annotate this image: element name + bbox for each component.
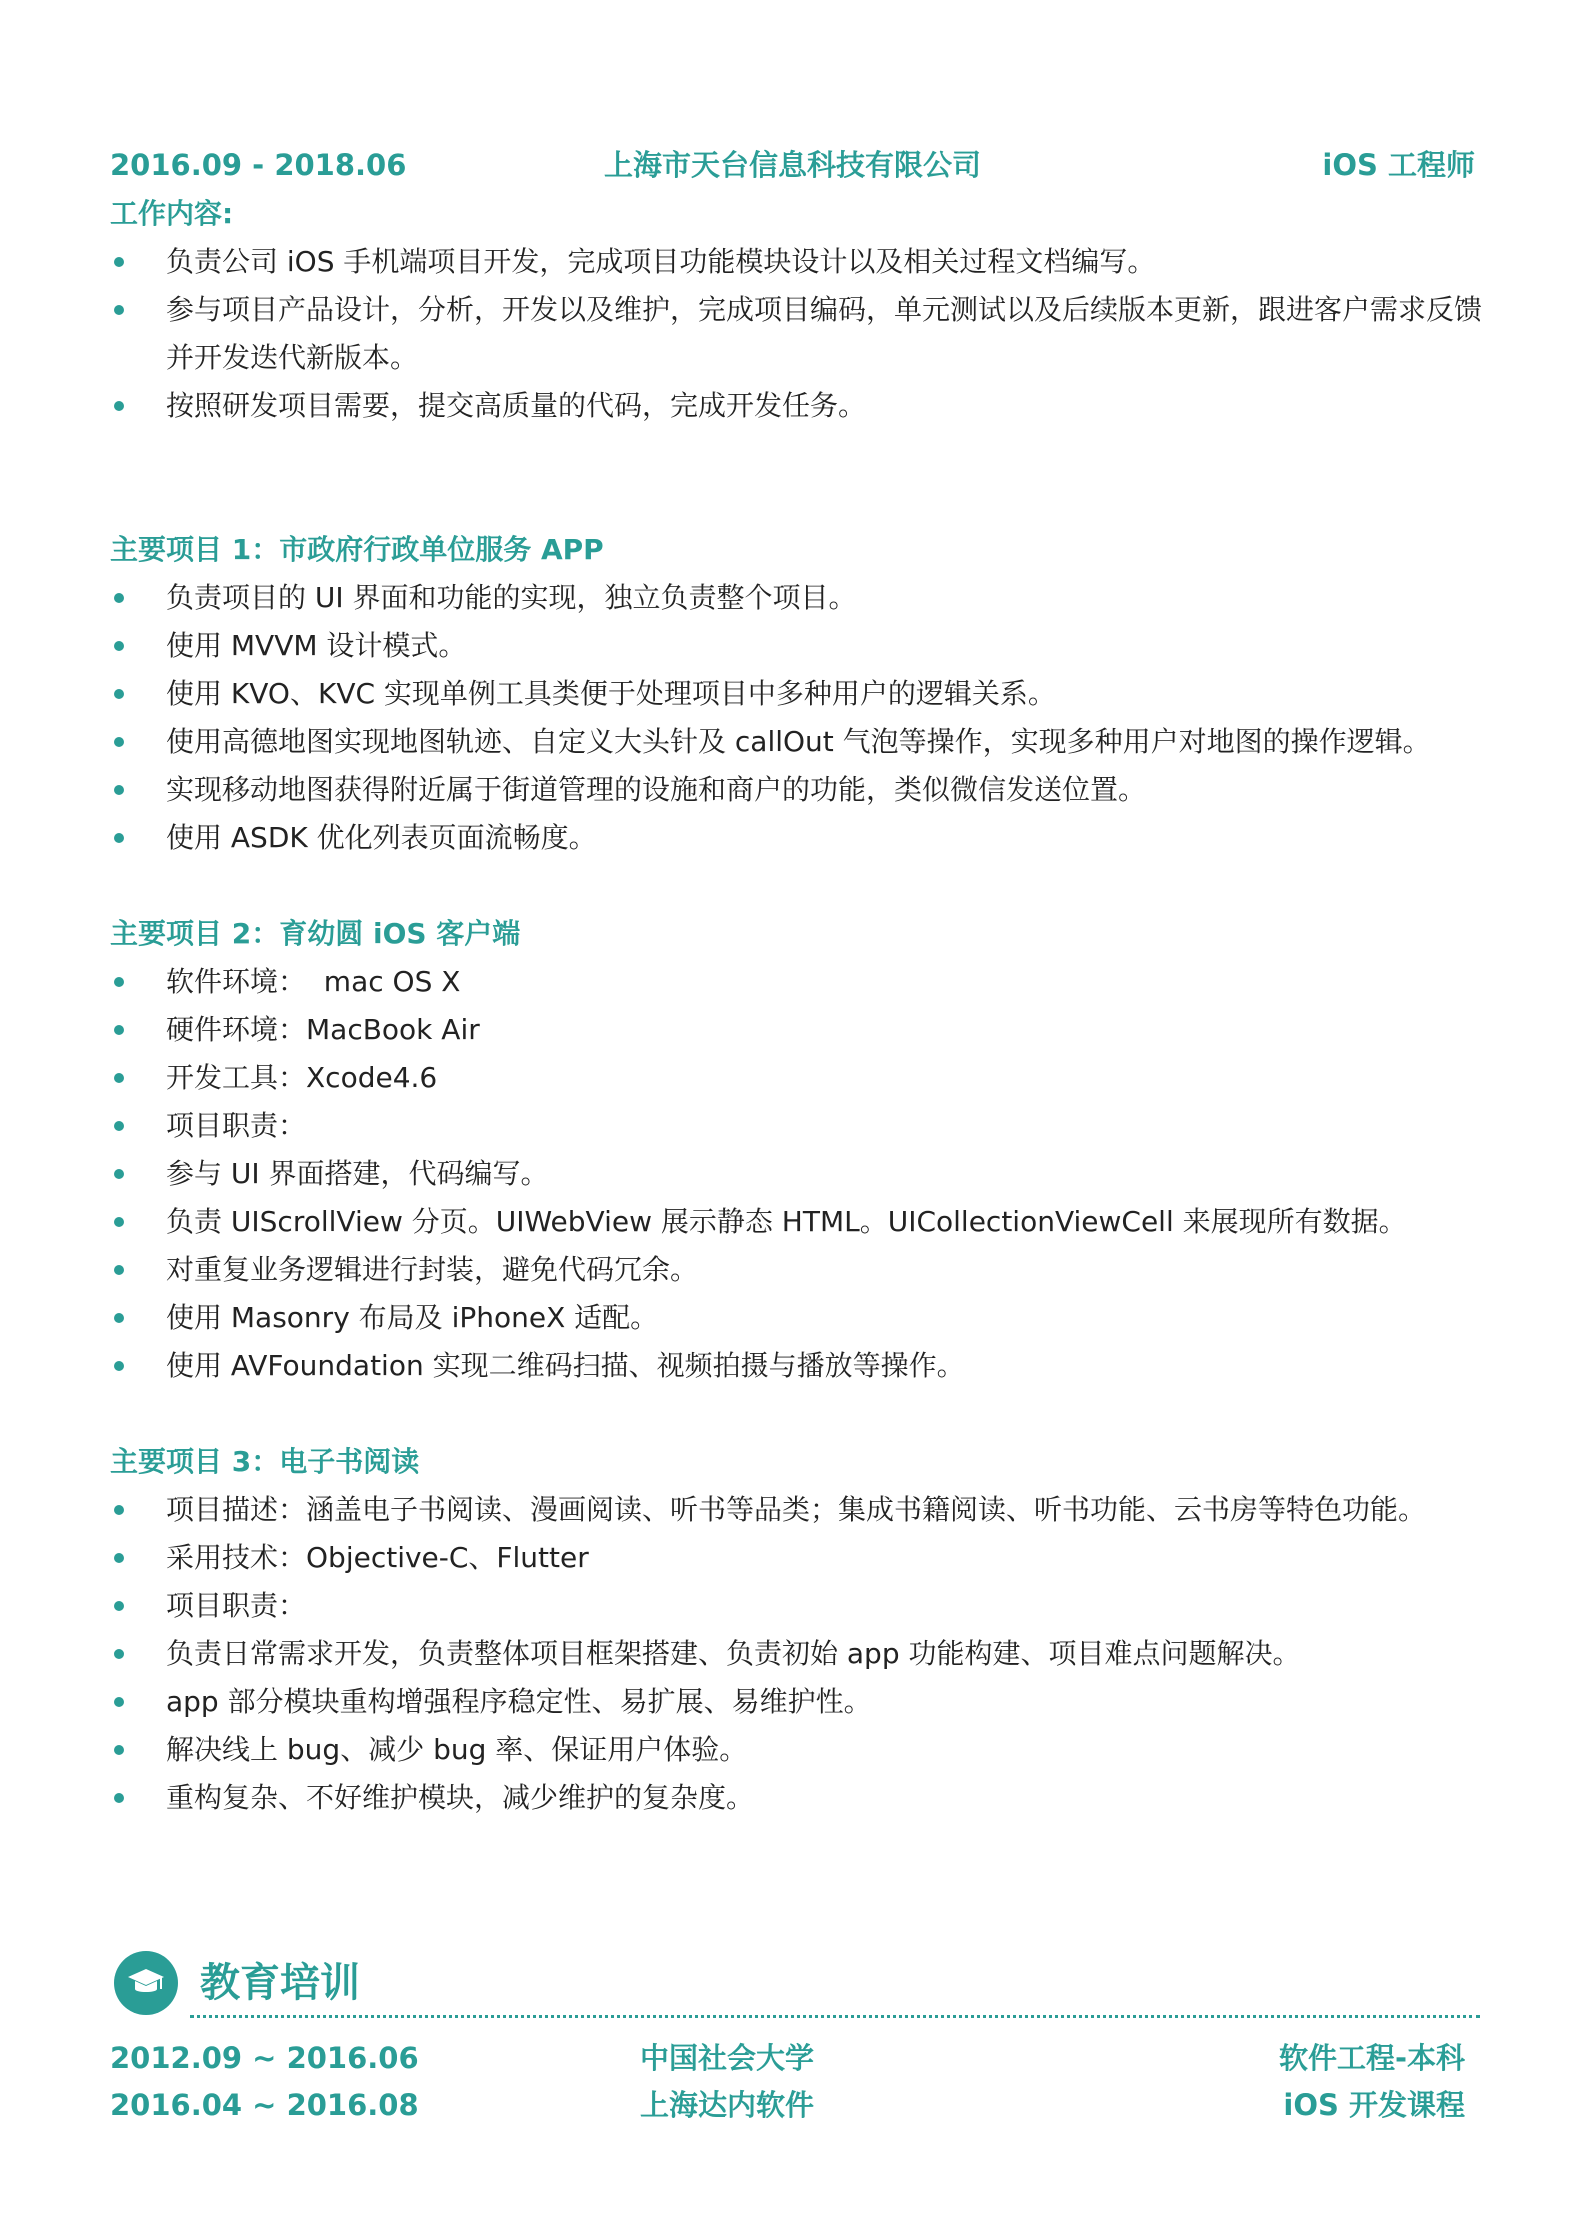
list-item: 开发工具：Xcode4.6 — [110, 1054, 1490, 1102]
list-item: 负责公司 iOS 手机端项目开发，完成项目功能模块设计以及相关过程文档编写。 — [110, 238, 1490, 286]
education-major: iOS 开发课程 — [1283, 2088, 1465, 2122]
list-item: 实现移动地图获得附近属于街道管理的设施和商户的功能，类似微信发送位置。 — [110, 766, 1490, 814]
job-role: iOS 工程师 — [1322, 148, 1475, 182]
bullet-icon — [114, 1505, 124, 1515]
list-item: 按照研发项目需要，提交高质量的代码，完成开发任务。 — [110, 382, 1490, 430]
duties-list — [110, 238, 1490, 430]
job-header — [110, 140, 1475, 190]
bullet-icon — [114, 1217, 124, 1227]
graduation-cap-icon — [114, 1951, 178, 2015]
project-3-list — [110, 1486, 1490, 1822]
bullet-icon — [114, 1697, 124, 1707]
project-1-list — [110, 574, 1490, 862]
section-divider — [190, 2015, 1480, 2018]
list-item: 采用技术：Objective-C、Flutter — [110, 1534, 1490, 1582]
bullet-icon — [114, 1601, 124, 1611]
bullet-icon — [114, 1553, 124, 1563]
bullet-icon — [114, 737, 124, 747]
bullet-icon — [114, 1265, 124, 1275]
education-date: 2012.09 ~ 2016.06 — [110, 2041, 419, 2075]
bullet-icon — [114, 1361, 124, 1371]
list-item: 使用 KVO、KVC 实现单例工具类便于处理项目中多种用户的逻辑关系。 — [110, 670, 1490, 718]
list-item: 使用高德地图实现地图轨迹、自定义大头针及 callOut 气泡等操作，实现多种用户对地图的操作逻辑。 — [110, 718, 1490, 766]
bullet-icon — [114, 1313, 124, 1323]
list-item: 项目描述：涵盖电子书阅读、漫画阅读、听书等品类；集成书籍阅读、听书功能、云书房等特色功能。 — [110, 1486, 1490, 1534]
education-major: 软件工程-本科 — [1278, 2041, 1465, 2075]
project-2-title: 主要项目 2：育幼圆 iOS 客户端 — [110, 917, 521, 950]
job-date: 2016.09 - 2018.06 — [110, 148, 407, 182]
list-item: 参与 UI 界面搭建，代码编写。 — [110, 1150, 1490, 1198]
bullet-icon — [114, 1121, 124, 1131]
project-3-title: 主要项目 3：电子书阅读 — [110, 1445, 420, 1478]
list-item: 项目职责： — [110, 1102, 1490, 1150]
list-item: 参与项目产品设计，分析，开发以及维护，完成项目编码，单元测试以及后续版本更新，跟进客户需求反馈并开发迭代新版本。 — [110, 286, 1490, 382]
project-2-list — [110, 958, 1490, 1390]
list-item: app 部分模块重构增强程序稳定性、易扩展、易维护性。 — [110, 1678, 1490, 1726]
bullet-icon — [114, 1745, 124, 1755]
duties-title: 工作内容: — [110, 197, 234, 230]
list-item: 软件环境： mac OS X — [110, 958, 1490, 1006]
list-item: 使用 AVFoundation 实现二维码扫描、视频拍摄与播放等操作。 — [110, 1342, 1490, 1390]
bullet-icon — [114, 833, 124, 843]
education-header — [110, 1945, 1480, 2025]
list-item: 使用 Masonry 布局及 iPhoneX 适配。 — [110, 1294, 1490, 1342]
bullet-icon — [114, 1025, 124, 1035]
education-title: 教育培训 — [200, 1960, 360, 2006]
list-item: 硬件环境：MacBook Air — [110, 1006, 1490, 1054]
education-row — [110, 2082, 1465, 2128]
education-date: 2016.04 ~ 2016.08 — [110, 2088, 419, 2122]
list-item: 使用 ASDK 优化列表页面流畅度。 — [110, 814, 1490, 862]
education-school: 中国社会大学 — [640, 2041, 815, 2075]
list-item: 负责日常需求开发，负责整体项目框架搭建、负责初始 app 功能构建、项目难点问题解决。 — [110, 1630, 1490, 1678]
list-item: 负责项目的 UI 界面和功能的实现，独立负责整个项目。 — [110, 574, 1490, 622]
list-item: 项目职责： — [110, 1582, 1490, 1630]
bullet-icon — [114, 305, 124, 315]
bullet-icon — [114, 1649, 124, 1659]
bullet-icon — [114, 977, 124, 987]
list-item: 使用 MVVM 设计模式。 — [110, 622, 1490, 670]
project-1-title: 主要项目 1：市政府行政单位服务 APP — [110, 533, 604, 566]
bullet-icon — [114, 641, 124, 651]
job-company: 上海市天台信息科技有限公司 — [603, 148, 981, 182]
bullet-icon — [114, 1169, 124, 1179]
bullet-icon — [114, 401, 124, 411]
list-item: 重构复杂、不好维护模块，减少维护的复杂度。 — [110, 1774, 1490, 1822]
bullet-icon — [114, 593, 124, 603]
education-school: 上海达内软件 — [640, 2088, 815, 2122]
list-item: 对重复业务逻辑进行封装，避免代码冗余。 — [110, 1246, 1490, 1294]
bullet-icon — [114, 1793, 124, 1803]
bullet-icon — [114, 1073, 124, 1083]
bullet-icon — [114, 257, 124, 267]
list-item: 负责 UIScrollView 分页。UIWebView 展示静态 HTML。UICollectionViewCell 来展现所有数据。 — [110, 1198, 1490, 1246]
education-row — [110, 2035, 1465, 2081]
list-item: 解决线上 bug、减少 bug 率、保证用户体验。 — [110, 1726, 1490, 1774]
bullet-icon — [114, 689, 124, 699]
bullet-icon — [114, 785, 124, 795]
